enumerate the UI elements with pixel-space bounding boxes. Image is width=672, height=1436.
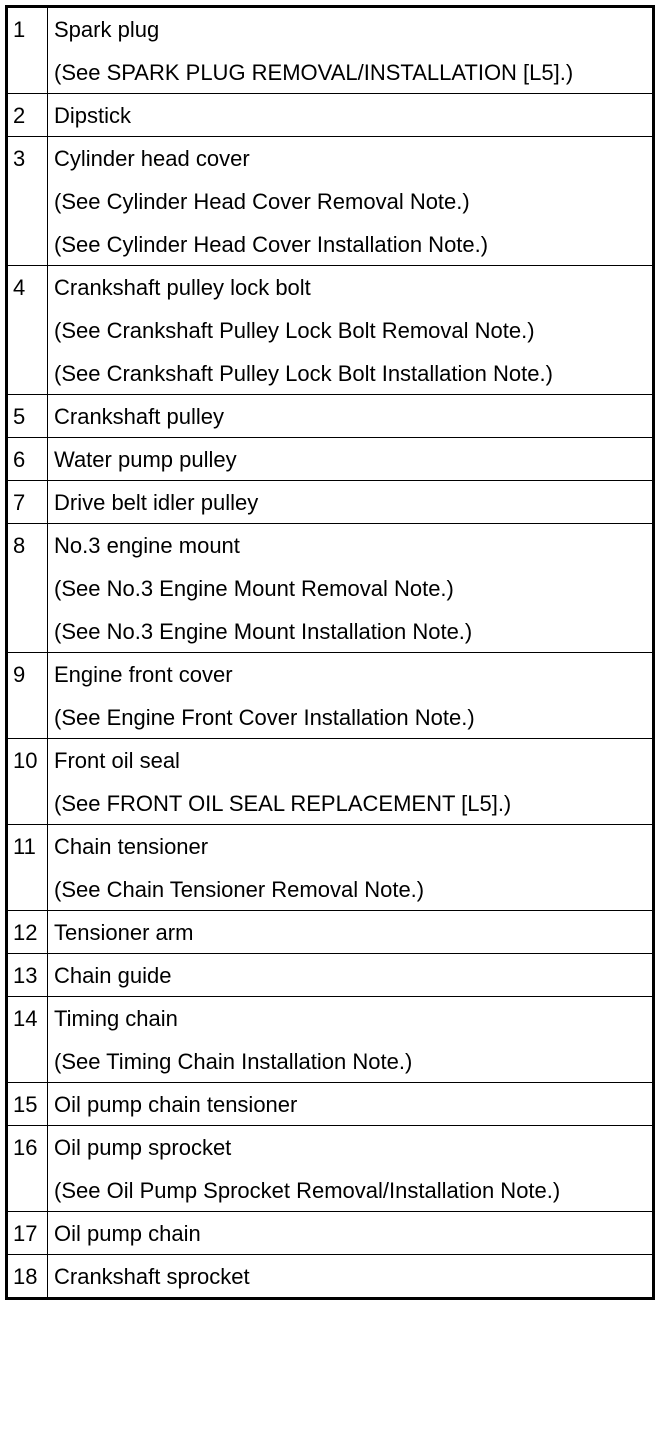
item-description-cell — [48, 7, 654, 94]
item-description-cell — [48, 438, 654, 481]
item-number: 16 — [13, 1135, 38, 1160]
item-number: 6 — [13, 447, 26, 472]
item-number-cell — [7, 825, 48, 911]
table-row — [7, 266, 654, 395]
item-name: Engine front cover — [54, 662, 233, 687]
item-name: Timing chain — [54, 1006, 178, 1031]
item-number-cell — [7, 137, 48, 266]
table-row — [7, 739, 654, 825]
item-number: 11 — [13, 834, 36, 859]
item-description-cell — [48, 1083, 654, 1126]
item-number-cell — [7, 1255, 48, 1299]
table-row — [7, 1212, 654, 1255]
table-row — [7, 1255, 654, 1299]
item-number-cell — [7, 438, 48, 481]
table-row — [7, 395, 654, 438]
item-number: 10 — [13, 748, 38, 773]
item-reference-note: (See Cylinder Head Cover Installation Note.) — [54, 232, 489, 257]
item-reference-note: (See Timing Chain Installation Note.) — [54, 1049, 413, 1074]
table-row — [7, 438, 654, 481]
item-description-cell — [48, 997, 654, 1083]
item-reference-note: (See No.3 Engine Mount Installation Note.) — [54, 619, 473, 644]
item-number-cell — [7, 395, 48, 438]
item-number: 2 — [13, 103, 26, 128]
item-number: 12 — [13, 920, 38, 945]
table-row — [7, 954, 654, 997]
item-number-cell — [7, 94, 48, 137]
item-name: Chain tensioner — [54, 834, 209, 859]
item-number: 1 — [13, 17, 26, 42]
parts-table — [5, 5, 655, 1300]
item-number-cell — [7, 653, 48, 739]
item-description-cell — [48, 739, 654, 825]
item-name: Crankshaft sprocket — [54, 1264, 250, 1289]
item-description-cell — [48, 1126, 654, 1212]
item-number-cell — [7, 1212, 48, 1255]
item-name: Drive belt idler pulley — [54, 490, 259, 515]
item-number-cell — [7, 7, 48, 94]
table-row — [7, 997, 654, 1083]
item-name: Oil pump sprocket — [54, 1135, 232, 1160]
table-row — [7, 94, 654, 137]
table-row — [7, 481, 654, 524]
item-description-cell — [48, 653, 654, 739]
item-description-cell — [48, 1212, 654, 1255]
item-reference-note: (See Engine Front Cover Installation Note.) — [54, 705, 475, 730]
item-reference-note: (See No.3 Engine Mount Removal Note.) — [54, 576, 454, 601]
item-reference-note: (See Cylinder Head Cover Removal Note.) — [54, 189, 470, 214]
item-number-cell — [7, 911, 48, 954]
table-row — [7, 653, 654, 739]
item-reference-note: (See Crankshaft Pulley Lock Bolt Removal Note.) — [54, 318, 535, 343]
item-number: 8 — [13, 533, 26, 558]
item-number: 5 — [13, 404, 26, 429]
item-number: 14 — [13, 1006, 38, 1031]
item-number-cell — [7, 954, 48, 997]
item-reference-note: (See SPARK PLUG REMOVAL/INSTALLATION [L5].) — [54, 60, 574, 85]
item-description-cell — [48, 1255, 654, 1299]
item-reference-note: (See Chain Tensioner Removal Note.) — [54, 877, 425, 902]
item-description-cell — [48, 94, 654, 137]
item-name: Dipstick — [54, 103, 132, 128]
table-row — [7, 7, 654, 94]
table-row — [7, 524, 654, 653]
item-number-cell — [7, 524, 48, 653]
item-number: 18 — [13, 1264, 38, 1289]
item-name: No.3 engine mount — [54, 533, 240, 558]
table-row — [7, 825, 654, 911]
item-name: Chain guide — [54, 963, 172, 988]
item-description-cell — [48, 825, 654, 911]
table-row — [7, 1126, 654, 1212]
item-name: Spark plug — [54, 17, 160, 42]
item-number-cell — [7, 739, 48, 825]
item-name: Front oil seal — [54, 748, 180, 773]
item-number: 9 — [13, 662, 26, 687]
item-number: 4 — [13, 275, 26, 300]
item-name: Oil pump chain tensioner — [54, 1092, 298, 1117]
item-description-cell — [48, 911, 654, 954]
item-description-cell — [48, 954, 654, 997]
table-row — [7, 1083, 654, 1126]
item-name: Oil pump chain — [54, 1221, 201, 1246]
item-number-cell — [7, 997, 48, 1083]
item-description-cell — [48, 481, 654, 524]
table-row — [7, 911, 654, 954]
item-reference-note: (See Oil Pump Sprocket Removal/Installation Note.) — [54, 1178, 561, 1203]
item-number-cell — [7, 481, 48, 524]
item-number: 3 — [13, 146, 26, 171]
parts-table-body — [7, 7, 654, 1299]
item-reference-note: (See FRONT OIL SEAL REPLACEMENT [L5].) — [54, 791, 512, 816]
item-name: Crankshaft pulley — [54, 404, 224, 429]
item-name: Tensioner arm — [54, 920, 194, 945]
item-number-cell — [7, 1126, 48, 1212]
item-description-cell — [48, 524, 654, 653]
item-name: Crankshaft pulley lock bolt — [54, 275, 311, 300]
item-number-cell — [7, 1083, 48, 1126]
item-description-cell — [48, 395, 654, 438]
item-name: Cylinder head cover — [54, 146, 250, 171]
item-reference-note: (See Crankshaft Pulley Lock Bolt Installation Note.) — [54, 361, 553, 386]
item-number: 7 — [13, 490, 26, 515]
item-number: 17 — [13, 1221, 38, 1246]
item-number: 15 — [13, 1092, 38, 1117]
item-number: 13 — [13, 963, 38, 988]
table-row — [7, 137, 654, 266]
item-name: Water pump pulley — [54, 447, 237, 472]
item-description-cell — [48, 266, 654, 395]
item-description-cell — [48, 137, 654, 266]
item-number-cell — [7, 266, 48, 395]
